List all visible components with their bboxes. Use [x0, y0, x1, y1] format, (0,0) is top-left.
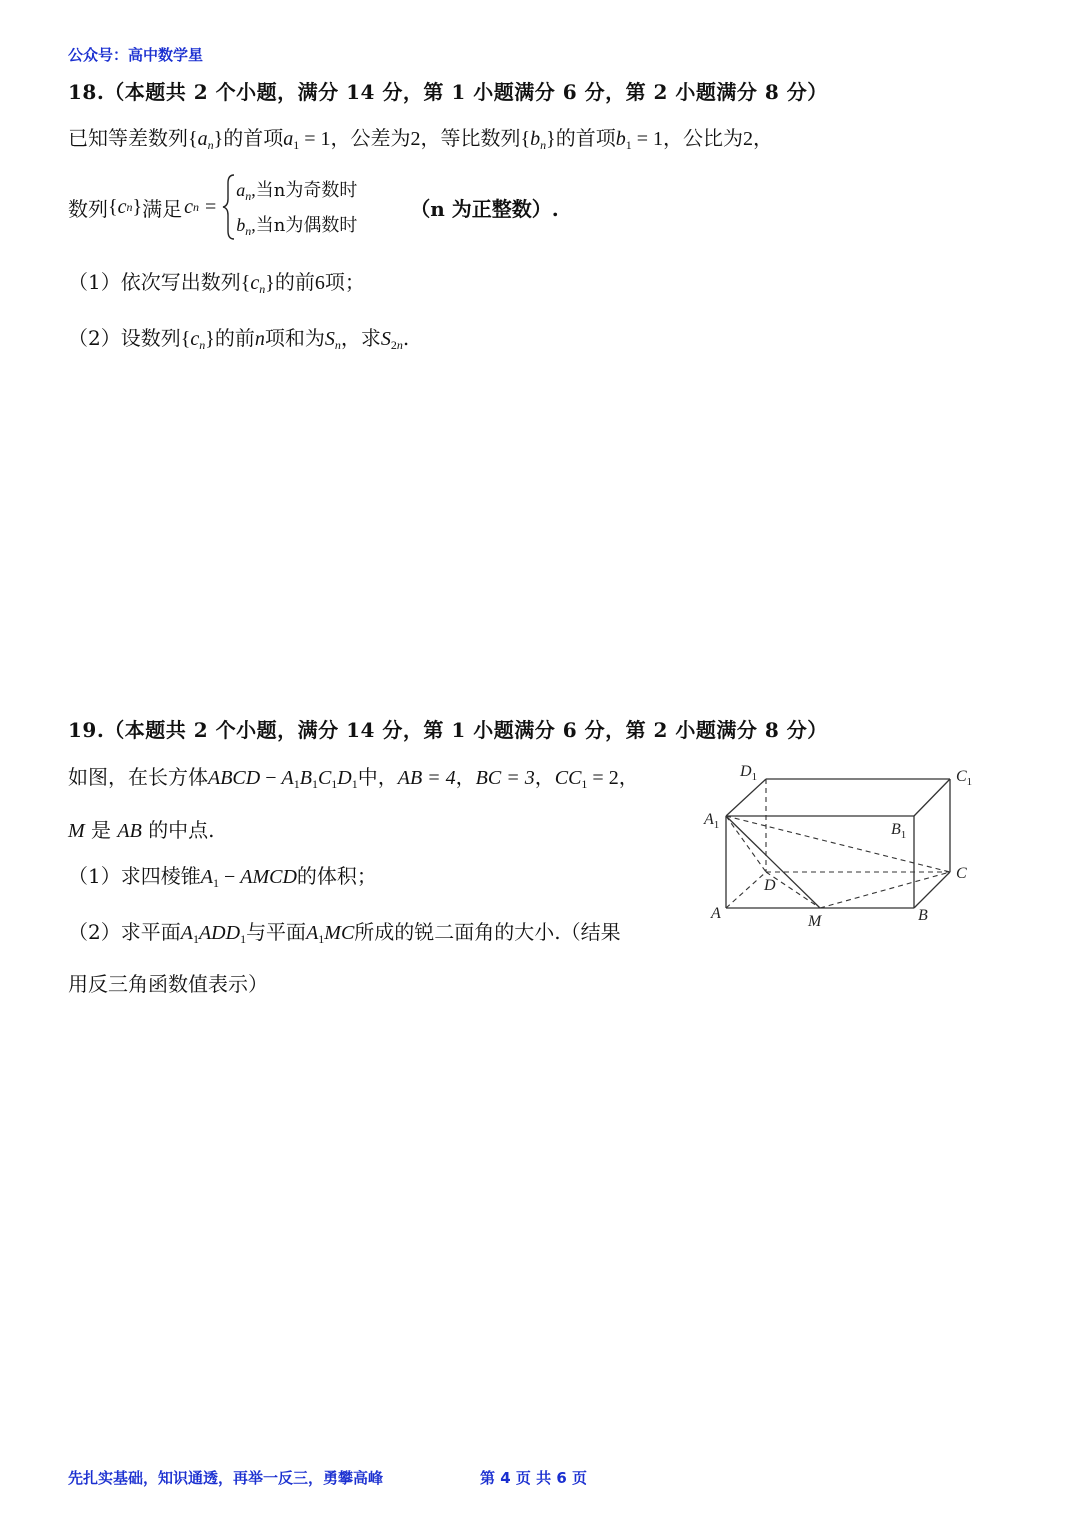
case-odd: $a_n$,当n为奇数时: [236, 180, 358, 203]
footer-page-number: 第 4 页 共 6 页: [480, 1469, 587, 1487]
case-even: $b_n$,当n为偶数时: [236, 215, 358, 238]
label-D1: $D_1$: [740, 763, 758, 783]
q18-sub1: （1）依次写出数列$\{c_n\}$的前6项；: [68, 270, 365, 296]
segment-MC: [820, 872, 950, 908]
q19-line2: M 是 AB 的中点.: [68, 818, 215, 842]
header-brand: 公众号：高中数学星: [68, 46, 204, 64]
q18-line1: 已知等差数列$\{a_n\}$的首项$a_1 = 1$，公差为2，等比数列$\{b_n\}$的首项$b_1 = 1$，公比为2，: [68, 126, 773, 152]
q18-line2: 数列 { c n } 满足 c n = $a_n$,当n为奇数时 $b_n$,当n为偶数时 （n 为正整数）.: [68, 172, 559, 242]
left-brace-icon: [222, 173, 236, 241]
edge-BC: [914, 872, 950, 908]
label-D: D: [764, 877, 776, 894]
label-C: C: [956, 865, 967, 882]
label-B: B: [918, 907, 928, 924]
label-A1: $A_1$: [704, 811, 720, 831]
edge-AD-hidden: [726, 872, 766, 908]
label-C1: $C_1$: [956, 768, 973, 788]
footer-motto: 先扎实基础，知识通透，再举一反三，勇攀高峰: [68, 1469, 384, 1487]
label-M: M: [808, 913, 822, 930]
q19-sub2-continued: 用反三角函数值表示）: [68, 972, 268, 996]
q19-sub2: （2）求平面$A_1ADD_1$与平面$A_1MC$所成的锐二面角的大小.（结果: [68, 920, 621, 946]
cuboid-figure: [700, 752, 990, 937]
q18-heading: 18.（本题共 2 个小题，满分 14 分，第 1 小题满分 6 分，第 2 小题满分 8 分）: [68, 80, 828, 104]
segment-A1D: [726, 816, 766, 872]
q18-sub2: （2）设数列$\{c_n\}$的前n项和为$S_n$，求$S_{2n}$.: [68, 326, 410, 352]
label-A: A: [711, 905, 721, 922]
segment-A1M: [726, 816, 820, 908]
edge-B1C1: [914, 779, 950, 816]
edge-A1D1: [726, 779, 766, 816]
q19-heading: 19.（本题共 2 个小题，满分 14 分，第 1 小题满分 6 分，第 2 小题满分 8 分）: [68, 718, 828, 742]
q19-line1: 如图，在长方体ABCD − $A_1B_1C_1D_1$中，AB = 4，BC = 3，$CC_1 = 2$，: [68, 765, 639, 791]
label-B1: $B_1$: [891, 821, 907, 841]
piecewise-cases: [222, 173, 392, 241]
q19-sub1: （1）求四棱锥$A_1$ − AMCD的体积；: [68, 864, 377, 890]
